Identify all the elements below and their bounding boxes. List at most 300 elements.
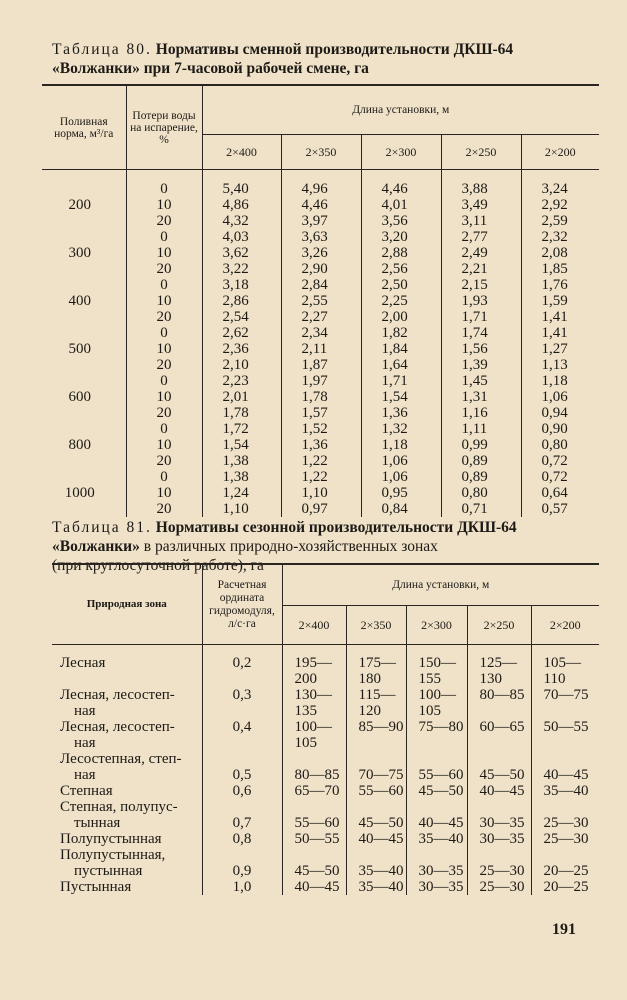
table81-value-line: 30—35 (418, 879, 464, 895)
table81-spacer-cell (467, 645, 531, 656)
table80-value-cell: 2,01 (202, 389, 281, 405)
table80-value-cell: 1,31 (441, 389, 521, 405)
table81-value-cell (282, 831, 346, 847)
table80-norm-cell: 800 (68, 437, 91, 453)
table80-value-cell: 1,18 (361, 437, 441, 453)
table81-zone-line: Степная, полупус- (60, 799, 178, 815)
table-row (42, 309, 599, 325)
table81-value-cell (531, 799, 599, 831)
table-row (52, 687, 599, 719)
table81-value-line: 100— (418, 687, 456, 703)
table81-value-cell (467, 783, 531, 799)
table80-loss-cell: 0 (126, 229, 202, 245)
table81-spacer-cell (52, 645, 202, 656)
table80-value-cell: 4,01 (361, 197, 441, 213)
table80-value-cell: 0,72 (521, 469, 599, 485)
table80-norm-cell (42, 325, 126, 341)
table80-norm-cell: 200 (68, 197, 91, 213)
table80-header-loss: Потери воды на испарение, % (126, 85, 202, 170)
table-row (52, 879, 599, 895)
table80-value-cell: 2,90 (281, 261, 361, 277)
table80-value-cell: 1,87 (281, 357, 361, 373)
table81-value-line: 35—40 (358, 879, 404, 895)
table80-value-cell: 2,23 (202, 373, 281, 389)
table80-value-cell: 1,76 (521, 277, 599, 293)
table80-value-cell: 0,94 (521, 405, 599, 421)
table81-value-cell (346, 879, 406, 895)
table80-norm-cell: 1000 (64, 485, 95, 501)
table80-spacer-cell (361, 170, 441, 182)
table81-value-cell (346, 847, 406, 879)
table80-value-cell: 1,57 (281, 405, 361, 421)
table80-value-cell: 2,32 (521, 229, 599, 245)
table80-header (42, 85, 599, 170)
table80-value-cell: 2,77 (441, 229, 521, 245)
table81-value-line: 60—65 (479, 719, 525, 735)
table-row (42, 245, 599, 261)
table80-col-header: 2×350 (281, 135, 361, 170)
table80-norm-cell (42, 229, 126, 245)
table81-value-line: 130— (294, 687, 332, 703)
table80-value-cell: 1,10 (281, 485, 361, 501)
table80-value-cell: 2,21 (441, 261, 521, 277)
table81-value-cell (406, 719, 467, 751)
table80-col-header: 2×300 (361, 135, 441, 170)
table80-norm-cell (42, 357, 126, 373)
table80-value-cell: 0,99 (441, 437, 521, 453)
table80-value-cell: 3,18 (202, 277, 281, 293)
table81-zone-line: Лесостепная, степ- (60, 751, 182, 767)
table81-title-line3: (при круглосуточной работе), га (52, 557, 264, 574)
table80-value-cell: 4,46 (361, 181, 441, 197)
table-row (52, 751, 599, 783)
table80-col-header: 2×400 (202, 135, 281, 170)
table80-value-cell: 1,36 (281, 437, 361, 453)
table-row (52, 655, 599, 687)
table-row (42, 405, 599, 421)
table-row (42, 229, 599, 245)
table81-value-cell (406, 799, 467, 831)
table81-zone-cell (52, 799, 202, 831)
table81-value-cell (531, 655, 599, 687)
table80-value-cell: 2,08 (521, 245, 599, 261)
table80-value-cell: 2,10 (202, 357, 281, 373)
table81-value-cell (406, 783, 467, 799)
table80-value-cell: 4,32 (202, 213, 281, 229)
table80-value-cell: 3,11 (441, 213, 521, 229)
table81-value-cell (346, 687, 406, 719)
table81-value-line: 120 (358, 703, 381, 719)
table-row (42, 181, 599, 197)
table81-value-cell (282, 751, 346, 783)
table80-value-cell: 1,59 (521, 293, 599, 309)
table80-value-cell: 2,27 (281, 309, 361, 325)
table80-value-cell: 2,88 (361, 245, 441, 261)
table80-value-cell: 2,25 (361, 293, 441, 309)
table80-loss-cell: 10 (126, 245, 202, 261)
table80-loss-cell: 10 (126, 197, 202, 213)
table80-value-cell: 1,64 (361, 357, 441, 373)
table80-value-cell: 1,38 (202, 453, 281, 469)
table80-value-cell: 2,86 (202, 293, 281, 309)
table81-value-cell (467, 687, 531, 719)
table81-zone-line: тынная (74, 815, 121, 831)
table81-value-cell (346, 655, 406, 687)
table81-value-line: 75—80 (418, 719, 464, 735)
table81-value-cell (346, 783, 406, 799)
table81-value-line: 35—40 (543, 783, 589, 799)
table81-value-line: 115— (358, 687, 396, 703)
table-row (42, 197, 599, 213)
table80-value-cell: 2,36 (202, 341, 281, 357)
table81-zone-cell (52, 831, 202, 847)
table80-value-cell: 3,88 (441, 181, 521, 197)
table81-value-line: 20—25 (543, 863, 589, 879)
table-row (52, 831, 599, 847)
table-row (42, 389, 599, 405)
table80-loss-cell: 10 (126, 437, 202, 453)
table81-value-line: 110 (543, 671, 566, 687)
table80-value-cell: 0,97 (281, 501, 361, 517)
table81-zone-line: Лесная, лесостеп- (60, 719, 175, 735)
table80-loss-cell: 20 (126, 501, 202, 517)
table80-value-cell: 2,84 (281, 277, 361, 293)
table81-value-cell (406, 655, 467, 687)
table80-spacer-cell (202, 170, 281, 182)
table80-value-cell: 0,71 (441, 501, 521, 517)
table80-value-cell: 3,20 (361, 229, 441, 245)
table80-col-header: 2×200 (521, 135, 599, 170)
table80-value-cell: 4,46 (281, 197, 361, 213)
table-row (52, 847, 599, 879)
table80-value-cell: 1,71 (361, 373, 441, 389)
table81-zone-cell (52, 719, 202, 751)
table80-value-cell: 1,71 (441, 309, 521, 325)
table81-value-cell (346, 799, 406, 831)
table80-value-cell: 1,97 (281, 373, 361, 389)
table-row (42, 357, 599, 373)
table81-value-line: 70—75 (543, 687, 589, 703)
table80-title-line1: Нормативы сменной производительности ДКШ-64 (155, 41, 514, 58)
table80-value-cell: 1,54 (361, 389, 441, 405)
table81-value-line: 175— (358, 655, 396, 671)
table81-value-cell (531, 719, 599, 751)
table80-value-cell: 1,06 (521, 389, 599, 405)
table81-value-line: 55—60 (294, 815, 340, 831)
table80-value-cell: 2,59 (521, 213, 599, 229)
table81-spacer-cell (282, 645, 346, 656)
page-number: 191 (552, 921, 576, 938)
table81-value-cell (282, 783, 346, 799)
table81-col-header: 2×300 (406, 606, 467, 645)
table80-loss-cell: 0 (126, 469, 202, 485)
table-row (42, 325, 599, 341)
table81-value-line: 50—55 (543, 719, 589, 735)
table81-zone-cell (52, 751, 202, 783)
table81-value-cell (531, 831, 599, 847)
table81-value-line: 55—60 (358, 783, 404, 799)
table81-value-cell (467, 879, 531, 895)
table80-value-cell: 1,82 (361, 325, 441, 341)
table80-loss-cell: 10 (126, 485, 202, 501)
table81-header (52, 564, 599, 645)
table80-spacer-cell (521, 170, 599, 182)
table81-value-line: 45—50 (358, 815, 404, 831)
table81-value-line: 100— (294, 719, 332, 735)
table80-value-cell: 3,22 (202, 261, 281, 277)
table81-header-ordinate: Расчетная ордината гидромодуля, л/с·га (202, 564, 282, 645)
table81-value-cell (282, 847, 346, 879)
table81-zone-line: ная (74, 703, 96, 719)
table81-value-line: 20—25 (543, 879, 589, 895)
table81-value-cell (531, 879, 599, 895)
table81-value-cell (406, 847, 467, 879)
table81-value-line: 40—45 (294, 879, 340, 895)
table81-value-cell (282, 687, 346, 719)
table80-label: Таблица 80. (52, 41, 152, 58)
table81-value-cell (467, 831, 531, 847)
table81-label: Таблица 81. (52, 519, 152, 536)
table80-loss-cell: 10 (126, 389, 202, 405)
table81-zone-line: Полупустынная (60, 831, 162, 847)
table81-value-line: 40—45 (479, 783, 525, 799)
table80-value-cell: 1,38 (202, 469, 281, 485)
table80-value-cell: 0,89 (441, 469, 521, 485)
table81-spacer-cell (406, 645, 467, 656)
table81-body (52, 645, 599, 896)
table80-value-cell: 2,15 (441, 277, 521, 293)
table80-spacer-row (42, 170, 599, 182)
table81-value-line: 125— (479, 655, 517, 671)
table81-spacer-cell (202, 645, 282, 656)
table80-value-cell: 3,26 (281, 245, 361, 261)
table80-norm-cell (42, 405, 126, 421)
table80-caption (52, 40, 597, 78)
table80-value-cell: 1,10 (202, 501, 281, 517)
table81-value-cell (467, 655, 531, 687)
table-row (42, 277, 599, 293)
table81-value-line: 85—90 (358, 719, 404, 735)
table80-value-cell: 1,84 (361, 341, 441, 357)
table-row (42, 213, 599, 229)
table80-value-cell: 5,40 (202, 181, 281, 197)
table-row (42, 469, 599, 485)
table81-ordinate-cell: 0,9 (202, 847, 282, 879)
table81-value-line: 25—30 (479, 879, 525, 895)
table80-loss-cell: 0 (126, 325, 202, 341)
table80-value-cell: 2,55 (281, 293, 361, 309)
table-row (42, 437, 599, 453)
table80-body (42, 170, 599, 518)
table-row (42, 501, 599, 517)
table-row (52, 719, 599, 751)
table81-zone-cell (52, 879, 202, 895)
table80-norm-cell (42, 469, 126, 485)
table80-value-cell: 1,93 (441, 293, 521, 309)
table81-spacer-cell (531, 645, 599, 656)
table81-value-cell (531, 783, 599, 799)
table81-spacer-cell (346, 645, 406, 656)
table81-value-line: 155 (418, 671, 441, 687)
table81-title-line2-bold: «Волжанки» (52, 538, 140, 555)
table80-loss-cell: 20 (126, 357, 202, 373)
table81-value-cell (467, 847, 531, 879)
table80-loss-cell: 20 (126, 405, 202, 421)
table-row (42, 261, 599, 277)
table81-value-cell (282, 879, 346, 895)
table81-ordinate-cell: 0,7 (202, 799, 282, 831)
table81-zone-line: пустынная (74, 863, 143, 879)
table80-value-cell: 1,45 (441, 373, 521, 389)
table80-norm-cell (42, 213, 126, 229)
table80-value-cell: 3,56 (361, 213, 441, 229)
table81-value-cell (346, 831, 406, 847)
table81-value-line: 200 (294, 671, 317, 687)
table80-loss-cell: 0 (126, 373, 202, 389)
table80-value-cell: 2,11 (281, 341, 361, 357)
table81-zone-line: Степная (60, 783, 113, 799)
table80-value-cell: 0,89 (441, 453, 521, 469)
table80-value-cell: 1,27 (521, 341, 599, 357)
table80-spacer-cell (42, 170, 126, 182)
table81-col-header: 2×250 (467, 606, 531, 645)
table81-value-cell (406, 751, 467, 783)
table81-zone-cell (52, 687, 202, 719)
table81-value-line: 30—35 (479, 831, 525, 847)
table80-value-cell: 1,16 (441, 405, 521, 421)
table80-value-cell: 4,03 (202, 229, 281, 245)
table80-value-cell: 1,18 (521, 373, 599, 389)
table80-loss-cell: 10 (126, 293, 202, 309)
table81-value-line: 25—30 (543, 831, 589, 847)
table81-value-cell (467, 751, 531, 783)
table80-value-cell: 2,92 (521, 197, 599, 213)
table80-loss-cell: 20 (126, 309, 202, 325)
table81-ordinate-cell: 0,3 (202, 687, 282, 719)
table-row (42, 421, 599, 437)
table80-value-cell: 1,54 (202, 437, 281, 453)
table81-zone-line: Лесная, лесостеп- (60, 687, 175, 703)
table80-value-cell: 1,74 (441, 325, 521, 341)
table81-zone-line: Пустынная (60, 879, 132, 895)
table80-norm-cell (42, 261, 126, 277)
table80-value-cell: 0,95 (361, 485, 441, 501)
table-row (42, 485, 599, 501)
table81-value-line: 195— (294, 655, 332, 671)
table81-zone-line: Лесная (60, 655, 106, 671)
table81-value-line: 30—35 (479, 815, 525, 831)
table81-header-length: Длина установки, м (282, 564, 599, 606)
table81-value-cell (282, 655, 346, 687)
table80-value-cell: 2,62 (202, 325, 281, 341)
table81-title-line1: Нормативы сезонной производительности ДКШ-64 (155, 519, 517, 536)
table80-value-cell: 2,00 (361, 309, 441, 325)
table81-zone-cell (52, 783, 202, 799)
table81-value-cell (467, 719, 531, 751)
table80-value-cell: 4,96 (281, 181, 361, 197)
table80-loss-cell: 0 (126, 277, 202, 293)
table80-value-cell: 0,84 (361, 501, 441, 517)
table80-value-cell: 1,13 (521, 357, 599, 373)
table80-norm-cell (42, 373, 126, 389)
table81-value-line: 105 (294, 735, 317, 751)
table80-norm-cell (42, 421, 126, 437)
table80-value-cell: 4,86 (202, 197, 281, 213)
table80-value-cell: 1,36 (361, 405, 441, 421)
table80-col-header: 2×250 (441, 135, 521, 170)
table-row (52, 799, 599, 831)
table-row (42, 373, 599, 389)
table80-value-cell: 3,62 (202, 245, 281, 261)
table81-ordinate-cell: 0,2 (202, 655, 282, 687)
table81-value-line: 65—70 (294, 783, 340, 799)
table81-col-header: 2×200 (531, 606, 599, 645)
table80-value-cell: 0,90 (521, 421, 599, 437)
table80-spacer-cell (441, 170, 521, 182)
table81-title-line2-rest: в различных природно-хозяйственных зонах (139, 538, 438, 555)
table81-zone-cell (52, 847, 202, 879)
table81-value-line: 80—85 (294, 767, 340, 783)
table81-value-line: 45—50 (294, 863, 340, 879)
table80-value-cell: 1,06 (361, 453, 441, 469)
table81-value-line: 105— (543, 655, 581, 671)
table81-zone-cell (52, 655, 202, 687)
table80-spacer-cell (281, 170, 361, 182)
table81-spacer-row (52, 645, 599, 656)
table80-value-cell: 1,78 (281, 389, 361, 405)
table81-zone-line: Полупустынная, (60, 847, 166, 863)
table81-header-zone: Природная зона (86, 598, 167, 610)
table81-value-line: 45—50 (418, 783, 464, 799)
table81-value-line: 35—40 (358, 863, 404, 879)
table80-value-cell: 3,97 (281, 213, 361, 229)
table80-value-cell: 1,41 (521, 309, 599, 325)
table80-norm-cell: 600 (68, 389, 91, 405)
table81-value-line: 150— (418, 655, 456, 671)
table80-value-cell: 2,50 (361, 277, 441, 293)
table80-value-cell: 3,49 (441, 197, 521, 213)
table81-value-cell (406, 879, 467, 895)
table-row (42, 341, 599, 357)
table80-value-cell: 2,34 (281, 325, 361, 341)
table80-value-cell: 0,80 (521, 437, 599, 453)
table81-value-cell (282, 719, 346, 751)
table81-value-cell (531, 751, 599, 783)
table81-value-line: 40—45 (358, 831, 404, 847)
table80-value-cell: 1,32 (361, 421, 441, 437)
table81-ordinate-cell: 0,5 (202, 751, 282, 783)
table81-zone-line: ная (74, 767, 96, 783)
table81-value-line: 135 (294, 703, 317, 719)
table80-value-cell: 2,49 (441, 245, 521, 261)
table80-loss-cell: 20 (126, 453, 202, 469)
table81-value-line: 30—35 (418, 863, 464, 879)
table81-value-cell (282, 799, 346, 831)
table80-norm-cell: 400 (68, 293, 91, 309)
table80-norm-cell: 500 (68, 341, 91, 357)
table81-value-line: 40—45 (418, 815, 464, 831)
table81-zone-line: ная (74, 735, 96, 751)
table80-value-cell: 2,54 (202, 309, 281, 325)
table80-value-cell: 1,24 (202, 485, 281, 501)
table80-value-cell: 1,72 (202, 421, 281, 437)
table81-value-cell (346, 719, 406, 751)
table-row (42, 293, 599, 309)
table81 (52, 563, 599, 895)
table80-norm-cell (42, 501, 126, 517)
table80-loss-cell: 10 (126, 341, 202, 357)
table81-value-line: 25—30 (543, 815, 589, 831)
